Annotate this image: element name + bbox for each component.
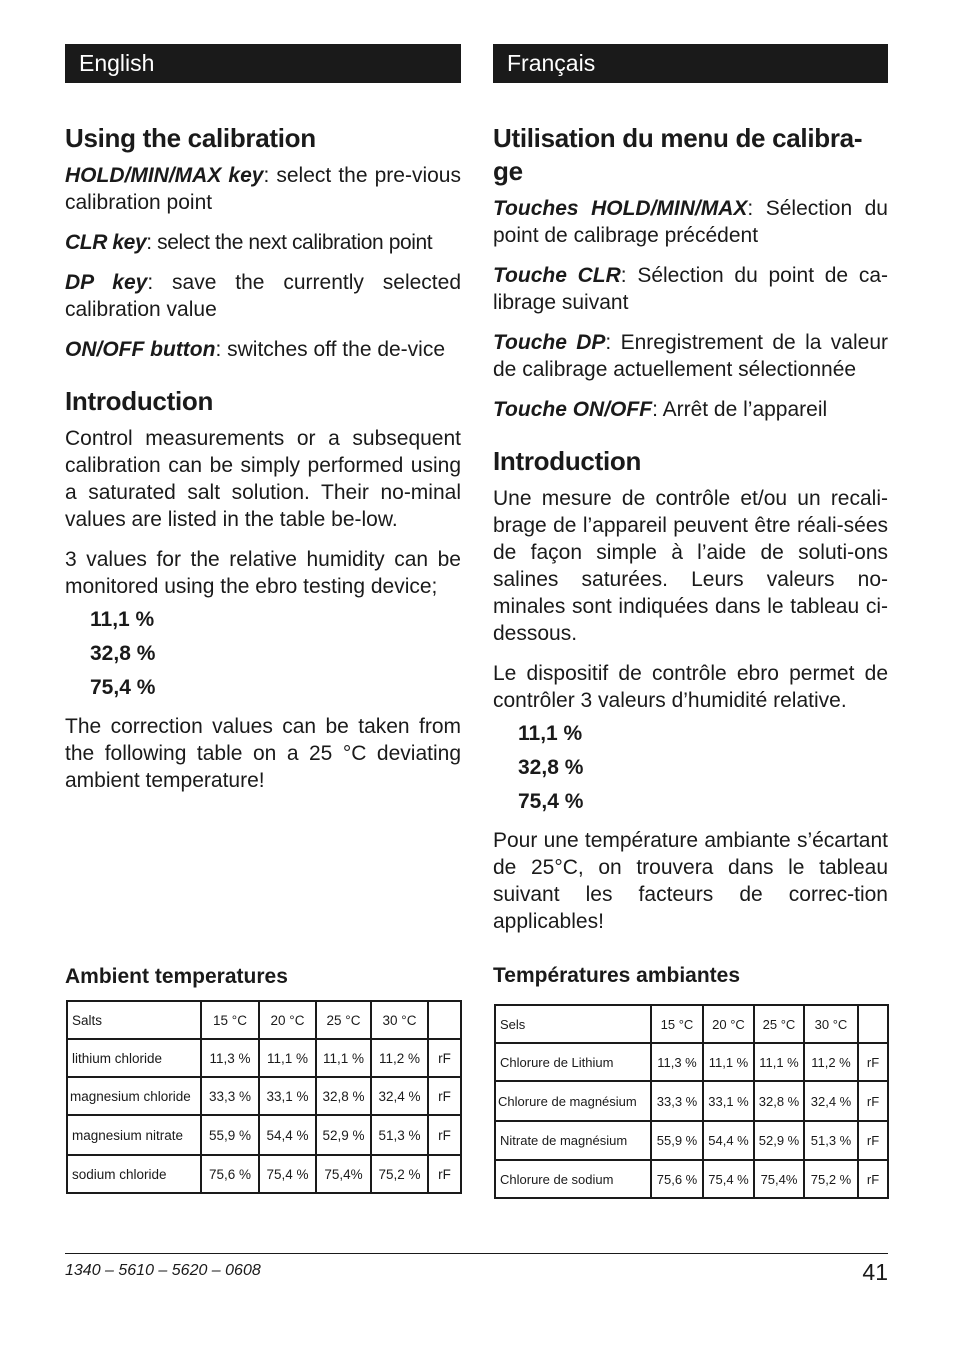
table-cell: rF xyxy=(428,1039,461,1077)
humidity-value: 32,8 % xyxy=(518,756,584,779)
key-text: : Arrêt de l’appareil xyxy=(652,398,828,421)
table-header-row xyxy=(67,1001,461,1039)
table-row xyxy=(495,1043,888,1081)
key-description xyxy=(65,269,461,323)
table-row xyxy=(67,1115,461,1155)
document-code: 1340 – 5610 – 5620 – 0608 xyxy=(65,1262,261,1279)
table-cell: 75,6 % xyxy=(201,1155,259,1193)
table-cell: 75,6 % xyxy=(651,1160,703,1198)
table-cell: 75,4 % xyxy=(703,1160,754,1198)
table-cell: 11,2 % xyxy=(804,1043,858,1081)
key-description xyxy=(493,396,888,423)
language-header-english: English xyxy=(65,44,461,83)
header-cell: 15 °C xyxy=(651,1005,703,1043)
table-cell: rF xyxy=(428,1115,461,1155)
table-cell: 32,8 % xyxy=(754,1081,804,1121)
humidity-value: 75,4 % xyxy=(518,790,584,813)
key-text: : Enregistrement de la valeur de calibrage actuellement sélectionnée xyxy=(493,331,888,381)
table-cell: 11,1 % xyxy=(703,1043,754,1081)
calibration-table-english xyxy=(66,1000,462,1194)
intro-paragraph: The correction values can be taken from the following table on a 25 °C deviating ambient temperature! xyxy=(65,715,461,792)
intro-paragraph: Le dispositif de contrôle ebro permet de contrôler 3 valeurs d’humidité relative. xyxy=(493,662,888,712)
table-cell: lithium chloride xyxy=(67,1039,201,1077)
key-name: Touche CLR xyxy=(493,264,621,287)
key-name: Touches HOLD/MIN/MAX xyxy=(493,197,748,220)
heading-line: ge xyxy=(493,156,523,186)
intro-paragraph: Control measurements or a subsequent calibration can be simply performed using a saturated salt solution. Their no-minal values are listed in the table be-low. xyxy=(65,427,461,531)
key-description xyxy=(493,195,888,249)
table-row xyxy=(495,1160,888,1198)
key-name: DP key xyxy=(65,271,148,294)
heading-line: Utilisation du menu de calibra- xyxy=(493,123,863,153)
table-cell: 32,8 % xyxy=(316,1077,371,1115)
calibration-table-french xyxy=(494,1004,889,1199)
table-cell: rF xyxy=(428,1077,461,1115)
table-cell: rF xyxy=(858,1081,888,1121)
table-cell: 75,2 % xyxy=(371,1155,428,1193)
table-row xyxy=(495,1081,888,1121)
header-cell: 25 °C xyxy=(316,1001,371,1039)
table-cell: rF xyxy=(858,1043,888,1081)
table-title-french: Températures ambiantes xyxy=(493,964,741,987)
calibration-heading: Using the calibration xyxy=(65,123,316,153)
introduction-heading: Introduction xyxy=(493,446,642,476)
table-cell: 75,2 % xyxy=(804,1160,858,1198)
intro-paragraph: Pour une température ambiante s’écartant de 25°C, on trouvera dans le tableau suivant les facteurs de correc-tion applicables! xyxy=(493,829,888,933)
humidity-value: 11,1 % xyxy=(90,608,155,631)
table-cell: Nitrate de magnésium xyxy=(495,1121,651,1160)
language-header-french: Français xyxy=(493,44,888,83)
intro-paragraph: 3 values for the relative humidity can be monitored using the ebro testing device; xyxy=(65,548,461,598)
header-cell: Salts xyxy=(67,1001,201,1039)
table-cell: magnesium nitrate xyxy=(67,1115,201,1155)
table-cell: 33,1 % xyxy=(703,1081,754,1121)
table-cell: 11,1 % xyxy=(259,1039,316,1077)
table-row xyxy=(495,1121,888,1160)
key-text: : save the currently selected calibration value xyxy=(65,271,462,321)
header-cell: Sels xyxy=(495,1005,651,1043)
key-text: : select the next calibration point xyxy=(146,231,433,254)
header-cell: 30 °C xyxy=(804,1005,858,1043)
table-cell: rF xyxy=(858,1121,888,1160)
header-cell xyxy=(428,1001,461,1039)
intro-paragraph: Une mesure de contrôle et/ou un recali-brage de l’appareil peuvent être réali-sées de façon simple à l’aide de soluti-ons salines saturées. Leurs valeurs no-minales sont indiquées dans le tableau ci-dessous. xyxy=(493,487,888,645)
key-text: : Sélection du point de ca-librage suivant xyxy=(493,264,888,314)
key-description xyxy=(493,329,888,383)
table-cell: 33,3 % xyxy=(651,1081,703,1121)
header-cell: 20 °C xyxy=(703,1005,754,1043)
table-cell: 55,9 % xyxy=(201,1115,259,1155)
table-header-row xyxy=(495,1005,888,1043)
table-cell: 54,4 % xyxy=(703,1121,754,1160)
table-cell: 33,3 % xyxy=(201,1077,259,1115)
table-cell: 51,3 % xyxy=(804,1121,858,1160)
calibration-heading xyxy=(493,122,888,188)
key-name: ON/OFF button xyxy=(65,338,216,361)
table-cell: 54,4 % xyxy=(259,1115,316,1155)
table-cell: Chlorure de magnésium xyxy=(495,1081,651,1121)
table-cell: Chlorure de sodium xyxy=(495,1160,651,1198)
table-cell: 32,4 % xyxy=(371,1077,428,1115)
table-cell: magnesium chloride xyxy=(67,1077,201,1115)
humidity-value: 75,4 % xyxy=(90,676,156,699)
table-cell: 33,1 % xyxy=(259,1077,316,1115)
key-text: : Sélection du point de calibrage précédent xyxy=(493,197,888,247)
french-column xyxy=(493,44,888,935)
table-cell: 75,4% xyxy=(754,1160,804,1198)
humidity-value: 32,8 % xyxy=(90,642,156,665)
table-row xyxy=(67,1077,461,1115)
table-row xyxy=(67,1155,461,1193)
humidity-values xyxy=(90,603,461,705)
table-cell: 52,9 % xyxy=(754,1121,804,1160)
table-cell: 75,4% xyxy=(316,1155,371,1193)
header-cell xyxy=(858,1005,888,1043)
table-title-english: Ambient temperatures xyxy=(65,965,288,988)
key-description xyxy=(65,336,461,363)
table-cell: 11,3 % xyxy=(651,1043,703,1081)
table-row xyxy=(67,1039,461,1077)
key-text: : switches off the de-vice xyxy=(215,338,446,361)
header-cell: 25 °C xyxy=(754,1005,804,1043)
header-cell: 20 °C xyxy=(259,1001,316,1039)
table-cell: 55,9 % xyxy=(651,1121,703,1160)
key-name: Touche DP xyxy=(493,331,606,354)
key-name: Touche ON/OFF xyxy=(493,398,653,421)
table-cell: 52,9 % xyxy=(316,1115,371,1155)
table-cell: 11,1 % xyxy=(754,1043,804,1081)
key-name: HOLD/MIN/MAX key xyxy=(65,164,264,187)
key-description xyxy=(65,229,461,256)
header-cell: 15 °C xyxy=(201,1001,259,1039)
english-column xyxy=(65,44,461,794)
table-cell: Chlorure de Lithium xyxy=(495,1043,651,1081)
humidity-value: 11,1 % xyxy=(518,722,583,745)
table-cell: 11,2 % xyxy=(371,1039,428,1077)
humidity-values xyxy=(518,717,888,819)
footer-divider xyxy=(65,1253,888,1254)
key-description xyxy=(493,262,888,316)
key-name: CLR key xyxy=(65,231,147,254)
header-cell: 30 °C xyxy=(371,1001,428,1039)
table-cell: 32,4 % xyxy=(804,1081,858,1121)
table-cell: rF xyxy=(428,1155,461,1193)
table-cell: rF xyxy=(858,1160,888,1198)
table-cell: 75,4 % xyxy=(259,1155,316,1193)
table-cell: 51,3 % xyxy=(371,1115,428,1155)
introduction-heading: Introduction xyxy=(65,386,214,416)
key-text: : select the pre-vious calibration point xyxy=(65,164,461,214)
key-description xyxy=(65,162,461,216)
page-number: 41 xyxy=(862,1259,888,1285)
table-cell: 11,3 % xyxy=(201,1039,259,1077)
table-cell: 11,1 % xyxy=(316,1039,371,1077)
table-cell: sodium chloride xyxy=(67,1155,201,1193)
